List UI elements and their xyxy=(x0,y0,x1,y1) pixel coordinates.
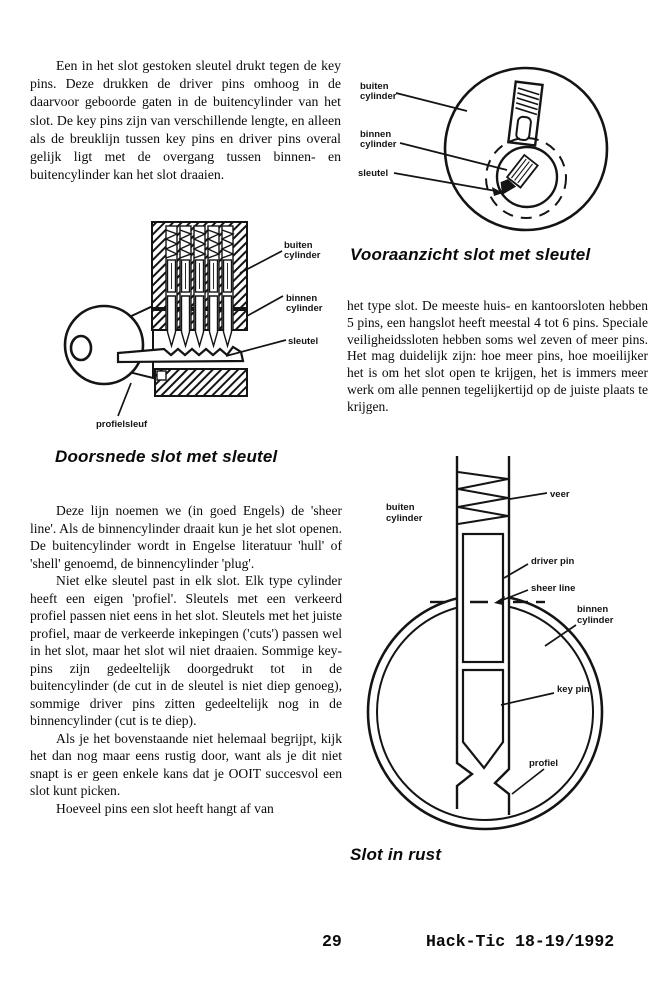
pin-channel xyxy=(208,226,219,346)
key-pin-shape xyxy=(224,296,232,346)
label-binnen-cylinder: binnen xyxy=(577,604,609,615)
label-driver-pin: driver pin xyxy=(531,556,575,567)
label-profiel: profiel xyxy=(529,758,559,769)
label-buiten-cylinder: buiten xyxy=(284,240,313,251)
label-buiten-cylinder: buiten xyxy=(386,502,415,513)
driver-pin-shape xyxy=(463,534,503,662)
pin-channel xyxy=(194,226,205,346)
label-buiten-cylinder: cylinder xyxy=(386,513,423,524)
right-column-paragraph-1 xyxy=(347,298,648,416)
label-veer: veer xyxy=(550,489,570,500)
paragraph-text: Als je het bovenstaande niet helemaal begrijpt, kijk het dan nog maar eens rustig door, want als je dit niet snapt is er geen enkele kans dat je OOIT succesvol een slot kunt picken. xyxy=(30,730,342,798)
lower-block-notch xyxy=(157,371,166,380)
left-column-paragraphs xyxy=(30,502,342,817)
pin-stack-group xyxy=(166,226,233,346)
figure-doorsnede-drawing xyxy=(30,220,342,448)
key-bow-front xyxy=(508,82,542,146)
paragraph-text: Niet elke sleutel past in elk slot. Elk type cylinder heeft een eigen 'profiel'. Sleutels met een verkeerd profiel passen niet eens in het slot. Sleutels met het juiste profiel, maar de verkeerde inkepingen ('cuts') passen wel in het slot, maar het slot wil niet draaien. Sommige key-pins zijn gedeeltelijk doorgedrukt tot in de buitencylinder (de cut in de sleutel is niet diep genoeg), sommige driver pins zitten gedeeltelijk nog in de binnencylinder (cut is te diep). xyxy=(30,573,342,728)
label-buiten-cylinder: buiten xyxy=(360,81,389,92)
pin-channel xyxy=(180,226,191,346)
figure-vooraanzicht-drawing xyxy=(348,59,640,249)
label-sheer-line: sheer line xyxy=(531,583,576,594)
paragraph-text: het type slot. De meeste huis- en kantoorsloten hebben 5 pins, een hangslot heeft meestal 4 tot 6 pins. Speciale veiligheidssloten hebben soms wel zeven of meer pins. Het mag duidelijk zijn: hoe meer pins, hoe moeilijker het is om het slot open te krijgen, het is immers meer werk om alle pennen tegelijkertijd op de juiste plaats te krijgen. xyxy=(347,298,648,414)
label-binnen-cylinder: binnen xyxy=(360,129,392,140)
label-profielsleuf: profielsleuf xyxy=(96,419,148,430)
label-binnen-cylinder: cylinder xyxy=(577,615,614,626)
key-pin-shape xyxy=(196,296,204,346)
issue-label: Hack-Tic 18-19/1992 xyxy=(426,932,615,951)
left-column-paragraph-1 xyxy=(30,57,341,184)
paragraph-text: Een in het slot gestoken sleutel drukt tegen de key pins. Deze drukken de driver pins omhoog in de daarvoor geboorde gaten in de buitencylinder van het slot. De key pins zijn van verschillende lengte, en alleen als de breuklijn tussen key pins en driver pins overal gelijk ligt met de overgang tussen binnen- en buitencylinder kan het slot draaien. xyxy=(30,58,341,183)
label-sleutel: sleutel xyxy=(288,336,319,347)
pin-channel xyxy=(166,226,177,346)
key-pin-shape xyxy=(182,296,190,346)
label-binnen-cylinder: cylinder xyxy=(360,139,397,150)
figure-vooraanzicht-caption: Vooraanzicht slot met sleutel xyxy=(350,245,591,264)
label-buiten-cylinder: cylinder xyxy=(284,250,321,261)
label-binnen-cylinder: binnen xyxy=(286,293,318,304)
figure-slot-in-rust-caption: Slot in rust xyxy=(350,845,442,864)
page-number: 29 xyxy=(322,932,342,951)
label-buiten-cylinder: cylinder xyxy=(360,91,397,102)
label-sleutel: sleutel xyxy=(358,168,389,179)
key-bow-hole xyxy=(71,336,91,360)
key-pin-shape xyxy=(210,296,218,346)
label-key-pin: key pin xyxy=(557,684,590,695)
lower-cylinder-block xyxy=(155,369,247,396)
label-binnen-cylinder: cylinder xyxy=(286,303,323,314)
paragraph-text: Hoeveel pins een slot heeft hangt af van xyxy=(56,800,274,816)
pointer-lines xyxy=(500,493,576,794)
figure-doorsnede-caption: Doorsnede slot met sleutel xyxy=(55,447,278,466)
paragraph-text: Deze lijn noemen we (in goed Engels) de 'sheer line'. Als de binnencylinder draait kun je het slot openen. De buitencylinder wordt in Engelse literatuur 'hull' of 'shell' genoemd, de binnencylinder 'plug'. xyxy=(30,503,342,571)
key-pin-shape xyxy=(168,296,176,346)
pin-channel xyxy=(222,226,233,346)
figure-slot-in-rust-drawing xyxy=(348,452,644,840)
